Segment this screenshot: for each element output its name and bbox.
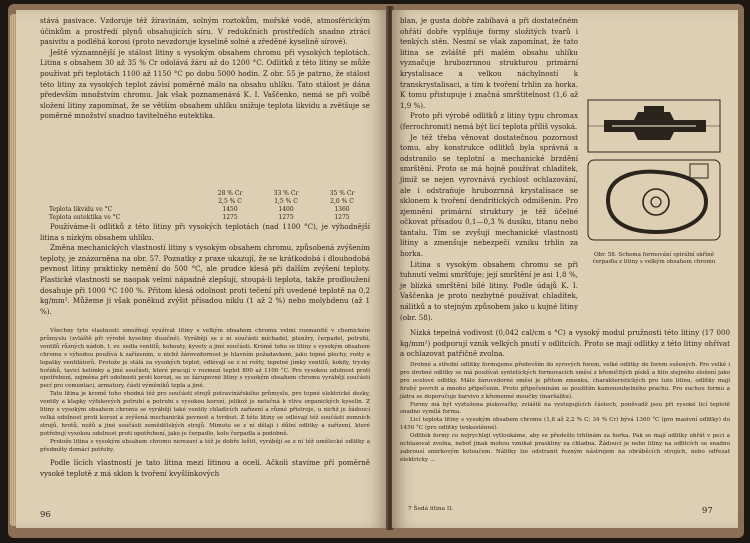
- figure-58: [584, 98, 724, 267]
- paragraph: Je též třeba věnovat dostatečnou pozornost tomu, aby konstrukce odlitků byla správná a odstranilo se teplotní a mechanické brzdění smrštění. Proto se má hojně používat chladítek, jimiž se nejen vyrovnává rychlost ochlazování, ale i odstraňuje hrubozrnná krystalisace se sklonem k tvoření dendritických odmíšenin. Pro zjemnění primární struktury je též účelné očkovat přísadou 0,1—0,3 % dusíku, titanu nebo tantalu. Tím se zvyšují mechanické vlastnosti litiny a zmenšuje nebezpečí vzniku trhlin za horka.: [400, 132, 578, 259]
- paragraph: Licí teplota litiny s vysokým obsahem chromu (1,8 až 2,2 % C; 34 % Cr) bývá 1360 °C (pro masivní odlitky) do 1450 °C (pro odlitky tenkostěnné).: [400, 417, 730, 432]
- paragraph: Změna mechanických vlastností litiny s vysokým obsahem chromu, způsobená zvýšením teploty, je znázorněna na obr. 57. Poznatky z praxe ukazují, že se krátkodobá i dlouhodobá pevnost litiny prakticky nemění do 500 °C, ale prudce klesá při dalším zvýšení teploty. Plastické vlastnosti se naopak velmi nápadně zlepšují, stoupá-li teplota, takže prodloužení dosahuje při 1000 °C 100 %. Přitom klesá odolnost proti tečení při uvedené teplotě na 0,2 kg/mm². Můžeme ji však poněkud zvýšit přísadou niklu (1 až 2 %) nebo molybdenu (až 1 %).: [40, 243, 370, 316]
- figure-caption: Obr. 58. Schema formování spirální skříně čerpadla z litiny s velkým obsahem chromu: [592, 252, 716, 266]
- table-cell: 1360: [334, 206, 350, 213]
- chapter-footer: 7 Šedá litina II.: [408, 506, 454, 512]
- paragraph: blan, je gusta dobře zabíhavá a při dostatečném ohřátí dobře vyplňuje formy složitých tvarů i tenkých stěn. Nesmí se však zapomínat, že tato litina se zvláště při malém obsahu uhlíku vyznačuje hrubozrnnou strukturou primární krystalisace a velkou náchylností k transkrystalisaci, a tím k tvoření trhlin za horka. K tomu přistupuje i značná smrštitelnost (1,6 až 1,9 %).: [400, 16, 578, 110]
- right-small-text: [400, 362, 730, 465]
- table-row: [48, 214, 370, 222]
- paragraph: Drobné a střední odlitky formujeme především do syrových forem, velké odlitky do forem sušených. Pro velké i pro drobné odlitky se má používat syntetických formovacích směsí z křemičitých písků a hlin stejného složení jako pro ocelové odlitky. Málo žáruvzdorné směsi je přitom zmenku, charakteristických pro tuto litinu, odlitky mají hrubý povrch a mnoho připečenin. Proto připečeninám se použitím kamenouhelného prachu. Pro suchou formu a jádra se doporučuje barvivo z křemenné moučky (maršalitu).: [400, 362, 730, 400]
- table-row: [48, 206, 370, 214]
- table-cell: Teplota eutektika ve °C: [49, 214, 121, 221]
- paragraph: Nízká tepelná vodivost (0,042 cal/cm s °C) a vysoký modul pružnosti této litiny (17 000 kg/mm²) podporují vznik velkých pnutí v odlitcích. Proto se mají odlitky z této litiny ohřívat a ochlazovat patřičně zvolna.: [400, 328, 730, 359]
- paragraph: Odlitek formy co nejrychleji vytloukáme, aby se předešlo trhlinám za horka. Pak se mají odlitky ohřát v peci a ochlazovat zvolna, neboť jinak mohou vznikat praskliny za chladna. Žádoucí je nebo litiny na odlitcích se snadno zabrousí smirkovým kotoučem. Nálitky lze odstranit řezným nástrojem na obráběcích strojích, nebo odřezat elektricky ...: [400, 433, 730, 463]
- paragraph: Všechny tyto vlastnosti umožňují využívat litiny s velkým obsahem chromu velmi rozmanitě v chemickém průmyslu (zvláště při výrobě kyseliny dusičné). Vyrábějí se z ní součásti míchadel, plunžry, čerpadel, potrubí, ventilů různých nádob, t. zv. sedla ventilů, kohouty, kyvety a jiné součásti. Kromě toho se litiny s vysokým obsahem chromu s výhodou používá k zařízením, u nichž žárovzdornost je hlavním požadavkem, jako topné plechy, rošty a lopatky ventilátorů. Protože je stálá za vysokých teplot, odlévají se z ní rošty, tepelné jímky ventilů, kokily, trysky hořáků, tavicí kelímky a jiné součásti, které pracují v rozmezí teplot 800 až 1100 °C. Pro vysokou odolnost proti opotřebení, zejména při odolnosti proti korozi, se ze žárupevné litiny s vysokým obsahem chromu vyrábějí součásti pecí pro cementaci, armatury, části výměníků tepla a jiné.: [40, 328, 370, 390]
- table-cell: 1275: [334, 214, 350, 221]
- paragraph: Proto při výrobě odlitků z litiny typu chromax (ferrochromit) nemá být licí teplota příliš vysoká.: [400, 111, 578, 131]
- left-page: [16, 10, 388, 528]
- table-cell: Teplota likvidu ve °C: [49, 206, 113, 213]
- right-column-text: [400, 16, 578, 323]
- paragraph: Ještě významnější je stálost litiny s vysokým obsahem chromu při vysokých teplotách. Litina s obsahem 30 až 35 % Cr odolává žáru až do 1200 °C. Odlitků z této litiny se může používat při teplotách 1100 až 1150 °C po dobu 5000 hodin. Z obr. 55 je patrno, že stálost této litiny za vysokých teplot závisí poměrně málo na obsahu uhlíku. Tato stálost je dána především množstvím chromu. Jak však poznamenává K. I. Vaščenko, nemá se při volbě složení litiny zapomínat, že se větším obsahem uhlíku snižuje teplota likvidu a zvětšuje se poměrné množství snadno tavitelného eutektika.: [40, 47, 370, 121]
- paragraph: Litina s vysokým obsahem chromu se při tuhnutí velmi smršťuje; její smrštění je asi 1,8 %, je blízká smrštění bílé litiny. Podle údajů K. I. Vaščenka je proto nezbytné používat chladítek, nálitků a to stejným způsobem jako u kujné litiny (obr. 58).: [400, 259, 578, 322]
- table-cell: 1400: [278, 206, 294, 213]
- pump-mold-drawing: [584, 98, 724, 248]
- table-header: 28 % Cr 2,5 % C: [217, 190, 243, 205]
- paragraph: Formy má být vyztužena pískovačky, zvláště na vystupujících částech, poněvadž jsou při vysoké licí teplotě snadno vymílá forma.: [400, 401, 730, 416]
- right-page: [392, 10, 738, 528]
- paragraph: stává pasivace. Vzdoruje též žíravinám, solným roztokům, mořské vodě, atmosférickým účinkům a prostředí plynů obsahujících síru. V redukčních prostředích snadno ztrácí pasivitu a podléhá korosi (proto nevzdoruje kyselině solné a zředěné kyselině sírové).: [40, 16, 370, 47]
- page-number: 96: [40, 510, 51, 520]
- left-mid-text: [40, 222, 370, 317]
- paragraph: Podle lících vlastností je tato litina mezi litinou a ocelí. Ačkoli stavíme pří poměrně vysoké teplotě z má sklon k tvoření kvyšlínkových: [40, 458, 370, 478]
- paragraph: Používáme-li odlitků z této litiny při vysokých teplotách (nad 1100 °C), je výhodnější litina s nízkým obsahem uhlíku.: [40, 222, 370, 242]
- left-top-text: [40, 16, 370, 122]
- table-header: 33 % Cr 1,5 % C: [273, 190, 299, 205]
- left-end-text: [40, 458, 370, 479]
- right-full-text: [400, 328, 730, 360]
- table-cell: 1275: [222, 214, 238, 221]
- paragraph: Tato litina je kromě toho vhodná též pro součásti strojů potravinářského průmyslu, pro topné elektrické desky, ventily a klapky výfukových potrubí a potrubí s vysokou korozí, jelikož je netečná k vlivu organických kyselin. Z litiny s vysokým obsahem chromu se vyrábějí také ventily chladicích zařízení a různé přístroje, u nichž je žádoucí velká odolnost proti korozi a zvýšená mechanická pevnost a tvrdost. Z této litiny se odlévají též součásti zemních strojů, hrotů, nožů a jiné součásti zemědělských strojů. Mimoto se z ní dělají i důlní odlitky a zařízení, které potřebují vysokou odolnost proti opotřebení, jako je čerpadlo, kolo čerpadla a podobně.: [40, 391, 370, 437]
- paragraph: Protože litina s vysokým obsahem chromu nerezaví a též je dobře leštit, vyrábějí se z ní též umělecké odlitky a předměty domácí potřeby.: [40, 438, 370, 453]
- table-cell: 1450: [222, 206, 238, 213]
- left-small-text: [40, 328, 370, 455]
- table-header: 35 % Cr 2,0 % C: [329, 190, 355, 205]
- table-cell: 1275: [278, 214, 294, 221]
- alloy-table: [48, 190, 370, 222]
- page-number: 97: [702, 506, 713, 516]
- table-header: [48, 190, 202, 206]
